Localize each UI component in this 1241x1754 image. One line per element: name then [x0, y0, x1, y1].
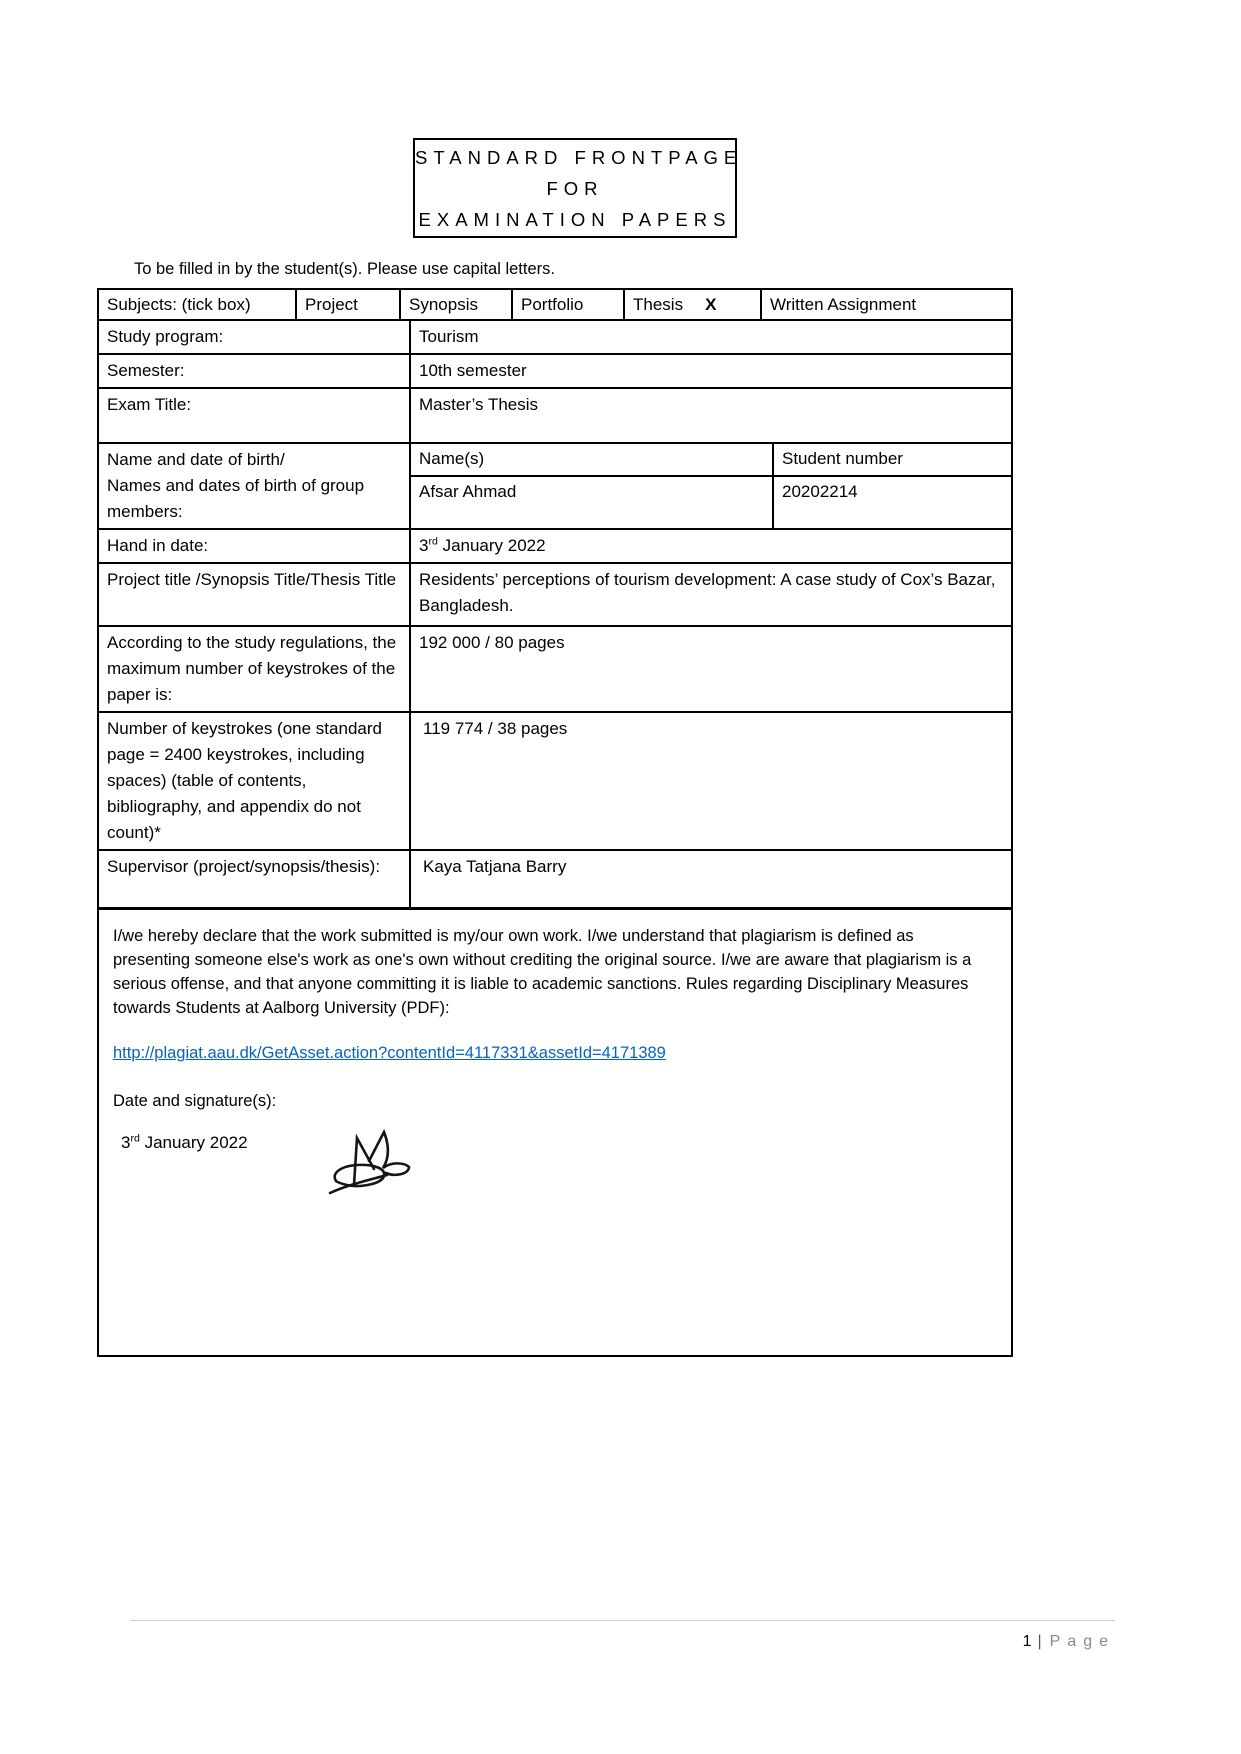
project-title-row: [99, 562, 1011, 625]
declaration-box: [97, 907, 1013, 1357]
name-block-label: [99, 444, 409, 528]
semester-value: 10th semester: [409, 355, 1011, 387]
subject-option-label: Portfolio: [521, 295, 584, 314]
name-data-subrow: [411, 475, 1011, 528]
student-name-value: Afsar Ahmad: [419, 482, 517, 501]
signature-date-ordinal: rd: [130, 1132, 140, 1145]
name-block-right: [409, 444, 1011, 528]
name-and-birth-row: [99, 442, 1011, 528]
semester-row: [99, 353, 1011, 387]
study-program-label: Study program:: [107, 327, 224, 346]
subject-option-thesis: [623, 290, 760, 319]
keystrokes-label: Number of keystrokes (one standard page = 2400 keystrokes, including spaces) (table of contents, bibliography, and appendix do not count)*: [107, 719, 382, 842]
keystrokes-value: [409, 713, 1011, 849]
name-header-subrow: [411, 444, 1011, 475]
frontpage-form-table: [97, 288, 1013, 909]
student-number-header: Student number: [772, 444, 1011, 475]
subject-option-label: Synopsis: [409, 295, 478, 314]
tick-mark-thesis: X: [705, 295, 717, 314]
footer-page-indicator: [1023, 1633, 1115, 1651]
signature-row: [113, 1133, 995, 1203]
name-block-label-line2: Names and dates of birth of group members:: [107, 476, 365, 521]
max-keystrokes-value: 192 000 / 80 pages: [409, 627, 1011, 711]
hand-in-rest: January 2022: [437, 536, 546, 555]
max-keystrokes-row: [99, 625, 1011, 711]
keystrokes-row: [99, 711, 1011, 849]
student-number-value: 20202214: [772, 477, 1011, 528]
names-header: Name(s): [419, 449, 485, 468]
exam-title-row: [99, 387, 1011, 442]
supervisor-label: Supervisor (project/synopsis/thesis):: [107, 857, 381, 876]
subjects-label: Subjects: (tick box): [107, 295, 251, 314]
hand-in-ordinal: rd: [428, 535, 438, 548]
handwritten-signature: [323, 1121, 423, 1203]
signature-date: [113, 1133, 248, 1153]
title-box: [413, 138, 743, 238]
exam-title-value: Master’s Thesis: [409, 389, 1011, 442]
subject-option-project: [295, 290, 399, 319]
project-title-value: Residents’ perceptions of tourism development: A case study of Cox’s Bazar, Bangladesh.: [409, 564, 1011, 625]
subject-option-portfolio: [511, 290, 623, 319]
subject-option-synopsis: [399, 290, 511, 319]
title-line-1: STANDARD FRONTPAGE: [415, 146, 743, 168]
hand-in-date-label: Hand in date:: [107, 536, 209, 555]
instruction-text: To be filled in by the student(s). Please use capital letters.: [134, 260, 555, 278]
page-word: Page: [1049, 1633, 1115, 1650]
title-line-2: FOR: [546, 177, 604, 199]
keystrokes-value-text: 119 774 / 38 pages: [423, 719, 568, 738]
signature-date-rest: January 2022: [139, 1133, 248, 1152]
subject-option-label: Project: [305, 295, 358, 314]
signature-date-day: 3: [121, 1133, 131, 1152]
page-number: 1: [1022, 1633, 1032, 1650]
subjects-row: [99, 290, 1011, 319]
subject-option-written-assignment: [760, 290, 1011, 319]
subject-option-label: Written Assignment: [770, 295, 917, 314]
supervisor-value: Kaya Tatjana Barry: [409, 851, 1011, 907]
subject-option-label: Thesis: [633, 295, 684, 314]
hand-in-day: 3: [419, 536, 429, 555]
page-separator: |: [1037, 1633, 1042, 1650]
footer-rule: [130, 1620, 1115, 1621]
hand-in-date-value: [409, 530, 1011, 562]
plagiarism-rules-link[interactable]: http://plagiat.aau.dk/GetAsset.action?contentId=4117331&assetId=4171389: [113, 1044, 666, 1062]
hand-in-date-row: [99, 528, 1011, 562]
study-program-row: [99, 319, 1011, 353]
project-title-label: Project title /Synopsis Title/Thesis Title: [107, 570, 397, 589]
study-program-value: Tourism: [409, 321, 1011, 353]
date-signature-label: Date and signature(s):: [113, 1092, 277, 1110]
semester-label: Semester:: [107, 361, 185, 380]
max-keystrokes-label: According to the study regulations, the maximum number of keystrokes of the paper is:: [107, 633, 397, 704]
declaration-text: I/we hereby declare that the work submitted is my/our own work. I/we understand that plagiarism is defined as presenting someone else's work as one's own without crediting the original source. I/we are aware that plagiarism is a serious offense, and that anyone committing it is liable to academic sanctions. Rules regarding Disciplinary Measures towards Students at Aalborg University (PDF):: [113, 927, 972, 1017]
name-block-label-line1: Name and date of birth/: [107, 450, 285, 469]
exam-title-label: Exam Title:: [107, 395, 192, 414]
supervisor-row: [99, 849, 1011, 907]
title-line-3: EXAMINATION PAPERS: [418, 208, 732, 230]
